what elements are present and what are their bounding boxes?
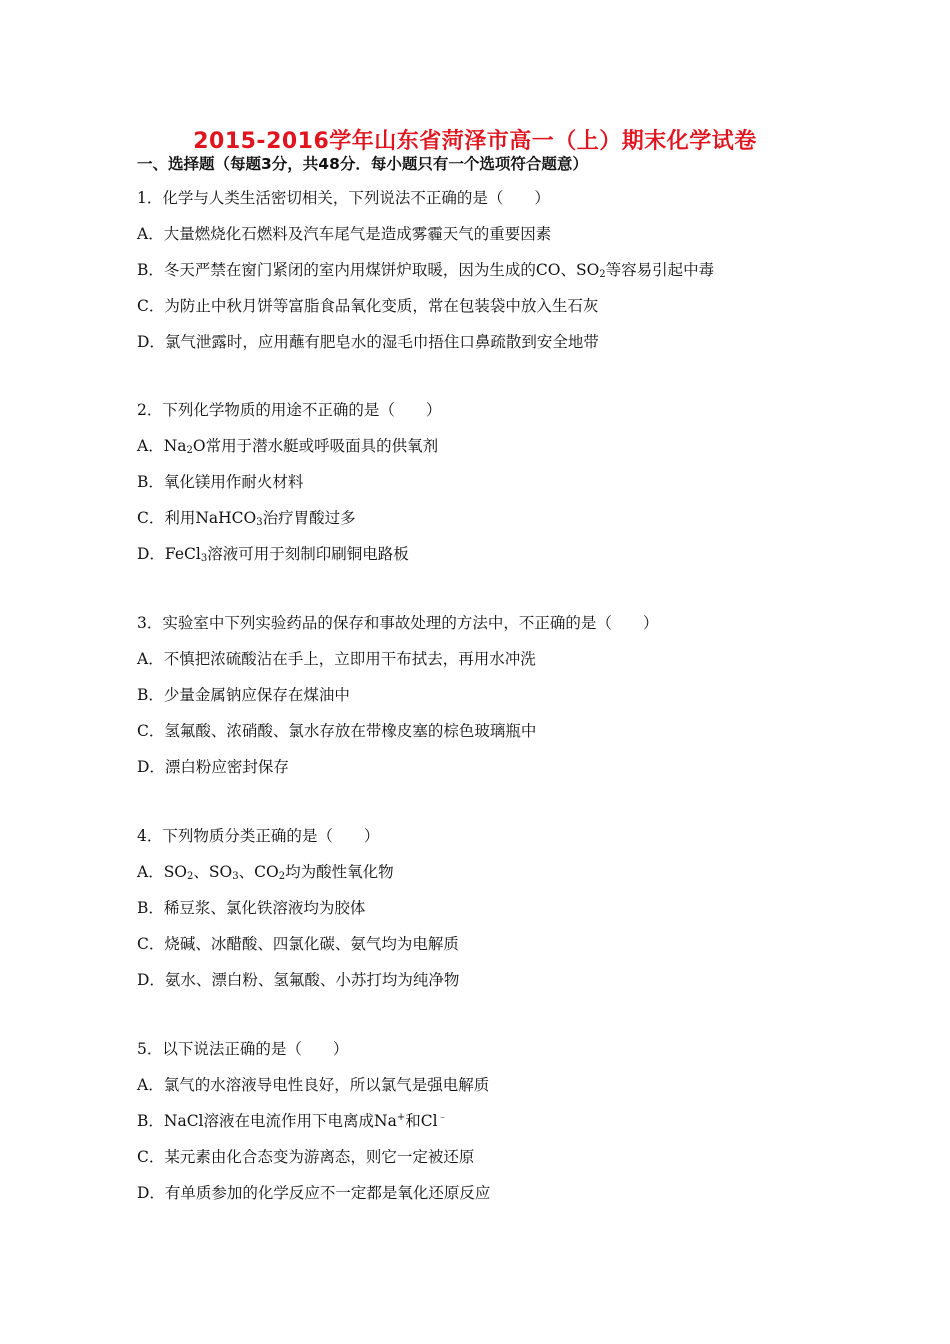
option-b: B．稀豆浆、氯化铁溶液均为胶体 <box>137 899 366 917</box>
question-5 <box>137 1037 897 1217</box>
option-d: D．漂白粉应密封保存 <box>137 758 289 776</box>
question-stem: 5．以下说法正确的是（ ） <box>137 1040 349 1058</box>
option-b: B．NaCl溶液在电流作用下电离成Na+和Cl﹣ <box>137 1112 448 1130</box>
question-3 <box>137 611 897 791</box>
option-c: C．利用NaHCO$_3$治疗胃酸过多 <box>137 509 356 528</box>
option-d: D．氨水、漂白粉、氢氟酸、小苏打均为纯净物 <box>137 971 460 989</box>
option-c: C．烧碱、冰醋酸、四氯化碳、氨气均为电解质 <box>137 935 459 953</box>
option-b: B．氧化镁用作耐火材料 <box>137 473 304 491</box>
option-c: C．为防止中秋月饼等富脂食品氧化变质，常在包装袋中放入生石灰 <box>137 297 599 315</box>
section-heading: 一、选择题（每题3分，共48分．每小题只有一个选项符合题意） <box>137 155 588 173</box>
option-d: D．FeCl$_3$溶液可用于刻制印刷铜电路板 <box>137 545 409 564</box>
option-b: B．冬天严禁在窗门紧闭的室内用煤饼炉取暖，因为生成的CO、$SO_2$等容易引起中毒 <box>137 261 715 280</box>
question-stem: 1．化学与人类生活密切相关，下列说法不正确的是（ ） <box>137 189 550 207</box>
option-d: D．氯气泄露时，应用蘸有肥皂水的湿毛巾捂住口鼻疏散到安全地带 <box>137 333 599 351</box>
question-4 <box>137 824 897 1004</box>
exam-title: 2015-2016学年山东省菏泽市高一（上）期末化学试卷 <box>193 129 757 154</box>
option-a: A．大量燃烧化石燃料及汽车尾气是造成雾霾天气的重要因素 <box>137 225 552 243</box>
option-a: A．氯气的水溶液导电性良好，所以氯气是强电解质 <box>137 1076 490 1094</box>
question-2 <box>137 398 897 578</box>
option-a: A．$SO_2$、$SO_3$、$CO_2$均为酸性氧化物 <box>137 863 394 882</box>
option-c: C．氢氟酸、浓硝酸、氯水存放在带橡皮塞的棕色玻璃瓶中 <box>137 722 537 740</box>
question-1 <box>137 186 897 366</box>
option-c: C．某元素由化合态变为游离态，则它一定被还原 <box>137 1148 475 1166</box>
option-d: D．有单质参加的化学反应不一定都是氧化还原反应 <box>137 1184 491 1202</box>
option-a: A．不慎把浓硫酸沾在手上，立即用干布拭去，再用水冲洗 <box>137 650 536 668</box>
question-stem: 3．实验室中下列实验药品的保存和事故处理的方法中，不正确的是（ ） <box>137 614 659 632</box>
option-b: B．少量金属钠应保存在煤油中 <box>137 686 350 704</box>
question-stem: 4．下列物质分类正确的是（ ） <box>137 827 380 845</box>
question-stem: 2．下列化学物质的用途不正确的是（ ） <box>137 401 442 419</box>
option-a: A．$Na_2O$常用于潜水艇或呼吸面具的供氧剂 <box>137 437 439 456</box>
